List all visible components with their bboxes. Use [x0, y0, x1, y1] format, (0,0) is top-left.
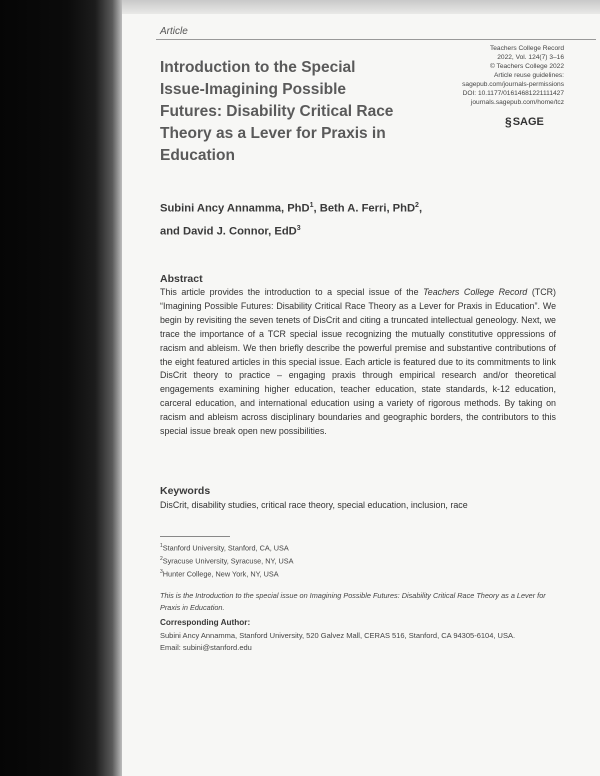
journal-meta-line: sagepub.com/journals-permissions: [462, 81, 564, 88]
affiliation-text: Syracuse University, Syracuse, NY, USA: [162, 556, 294, 566]
article-type-label: Article: [160, 26, 188, 37]
footnote-divider: [160, 536, 230, 537]
journal-meta-line: Article reuse guidelines:: [493, 72, 564, 79]
author-conjunction: and: [160, 225, 180, 238]
corresponding-address: Subini Ancy Annamma, Stanford University, 520 Galvez Mall, CERAS 516, Stanford, CA 94305-6104, USA.: [160, 631, 516, 640]
abstract-text-start: This article provides the introduction to a special issue of the: [160, 287, 424, 297]
keywords-text: DisCrit, disability studies, critical race theory, special education, inclusion, race: [160, 500, 468, 510]
journal-meta-line: 2022, Vol. 124(7) 3–16: [497, 54, 564, 61]
abstract-heading: Abstract: [160, 273, 203, 285]
journal-meta-line: journals.sagepub.com/home/tcz: [470, 99, 564, 106]
author-name: Beth A. Ferri, PhD: [319, 202, 416, 215]
author-name: Subini Ancy Annamma, PhD: [160, 202, 310, 215]
affiliation-item: [160, 554, 294, 567]
affiliation-item: [160, 567, 294, 580]
scan-shadow-left: [0, 0, 122, 776]
affiliations: [160, 541, 294, 580]
affiliation-marker: 2: [415, 202, 419, 209]
author-name: David J. Connor, EdD: [183, 225, 297, 238]
keywords-heading: Keywords: [160, 485, 211, 497]
sage-wordmark: SAGE: [512, 116, 544, 128]
affiliation-number: 3: [160, 568, 163, 575]
journal-metadata: [424, 44, 564, 107]
journal-meta-line: © Teachers College 2022: [489, 63, 564, 70]
sage-s-icon: §: [505, 115, 512, 129]
special-issue-note: This is the Introduction to the special issue on Imagining Possible Futures: Disability Critical Race Theory as a Lever for Praxis in Education.: [160, 591, 546, 612]
header-divider: [156, 39, 596, 40]
affiliation-marker: 1: [309, 202, 314, 209]
affiliation-number: 1: [160, 543, 163, 549]
affiliation-marker: 3: [296, 224, 301, 232]
document-page: [124, 0, 600, 776]
abstract-text: [160, 286, 556, 439]
affiliation-item: [160, 541, 294, 554]
corresponding-author-heading: Corresponding Author:: [160, 618, 251, 627]
corresponding-email[interactable]: Email: subini@stanford.edu: [160, 642, 252, 652]
journal-name-italic: Teachers College Record: [423, 287, 528, 297]
affiliation-text: Hunter College, New York, NY, USA: [162, 569, 279, 579]
author-list: Subini Ancy Annamma, PhD$^1$, Beth A. Ferri, PhD$^2$, and David J. Connor, EdD$^3$: [160, 202, 423, 238]
journal-meta-line: DOI: 10.1177/01614681221111427: [462, 90, 564, 97]
abstract-text-rest: (TCR) “Imagining Possible Futures: Disability Critical Race Theory as a Lever for Praxis in Education”. We begin by revisiting the seven tenets of DisCrit and citing a truncated intellectual geneology. Next, we trace the importance of a TCR special issue recognizing the mutually constitutive oppressions of racism and ableism. We then briefly describe the powerful premise and substantive contributions of the eight featured articles in this special issue. Each article is featured due to its commitments to link DisCrit theory to practice – engaging praxis through empirical research and/or theoretical engagements examining higher education, teacher education, state standards, k-12 education, carceral education, and international education using a variety of rigorous methods. By taking on racism and ableism across disciplinary boundaries and geographic borders, the contributors to this special issue break open new possibilities.: [160, 287, 556, 437]
affiliation-text: Stanford University, Stanford, CA, USA: [162, 543, 289, 553]
corresponding-author-details: [160, 630, 570, 653]
journal-meta-line: Teachers College Record: [489, 45, 564, 52]
affiliation-number: 2: [160, 555, 163, 562]
article-title: Introduction to the Special Issue-Imagining Possible Futures: Disability Critical Race Theory as a Lever for Praxis in Education: [160, 59, 394, 164]
sage-logo: [505, 115, 544, 129]
